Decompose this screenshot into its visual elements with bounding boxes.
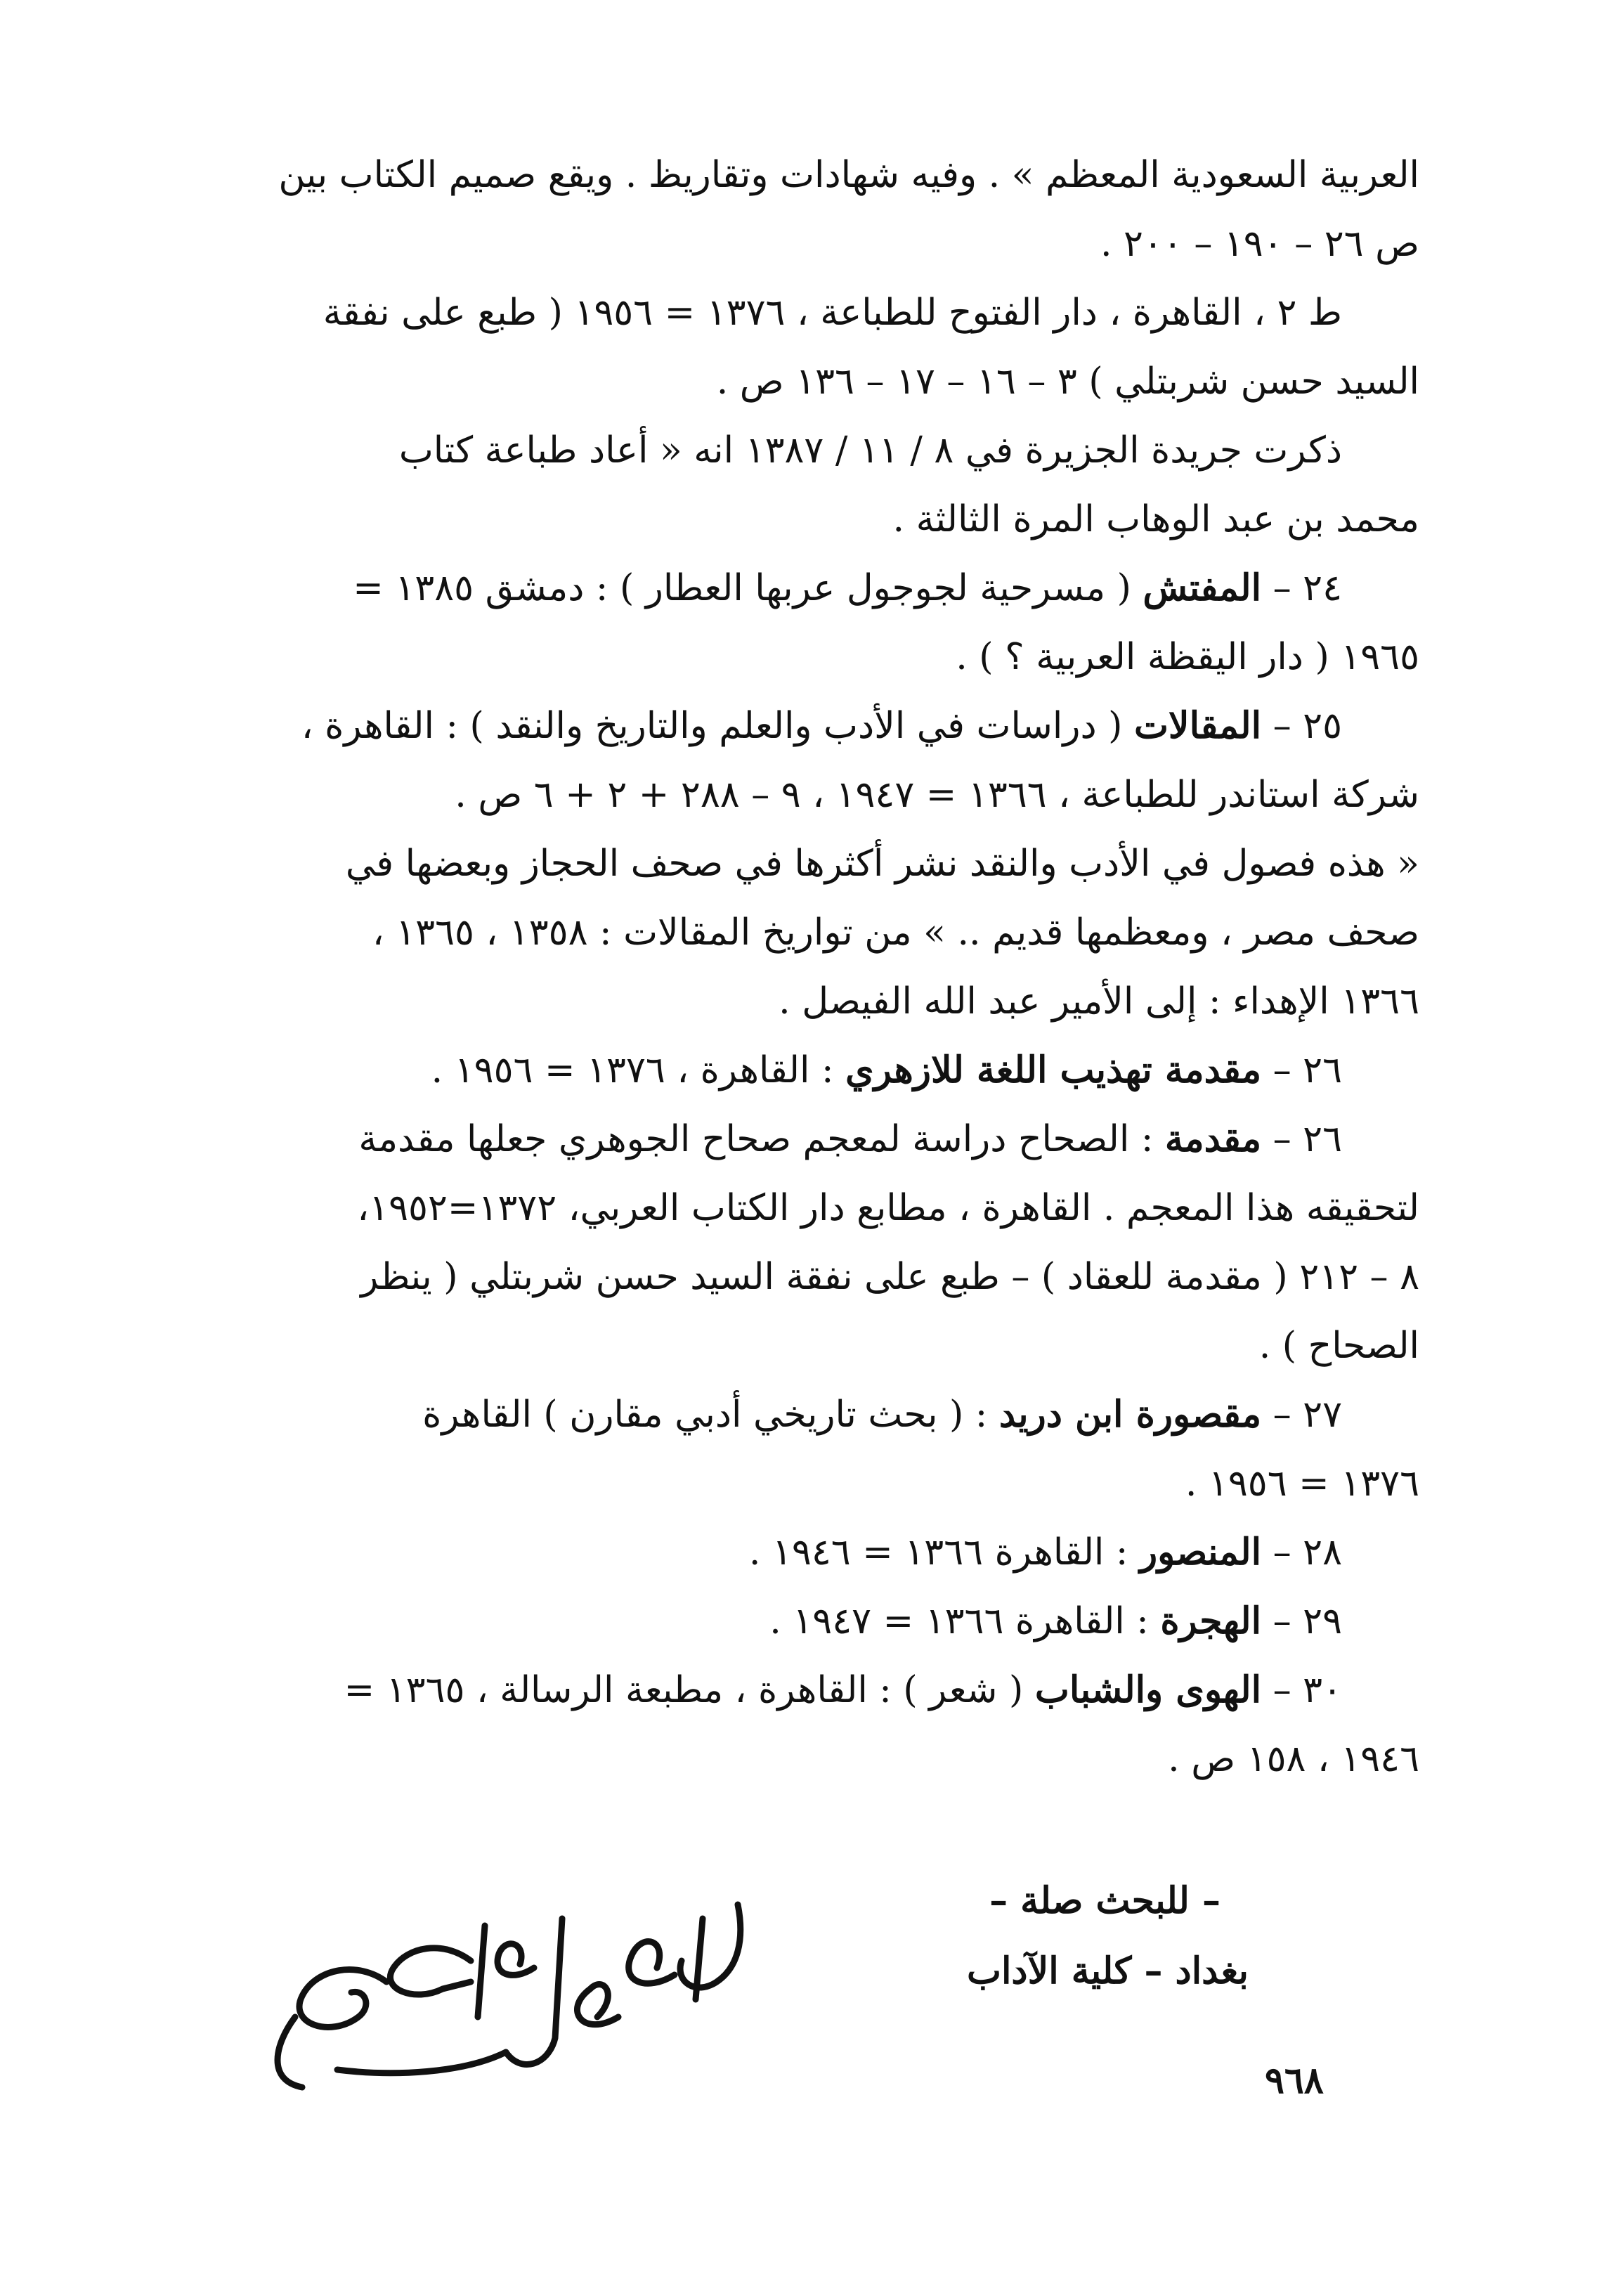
entry-number: ٣٠ – [1273,1669,1342,1711]
entry-title: الهجرة [1160,1600,1262,1642]
line: لتحقيقه هذا المعجم . القاهرة ، مطابع دار الكتاب العربي، ١٣٧٢=١٩٥٢، [357,1187,1419,1229]
entry-title: المقالات [1133,704,1262,747]
line: صحف مصر ، ومعظمها قديم .. » من تواريخ المقالات : ١٣٥٨ ، ١٣٦٥ ، [372,912,1419,954]
entry-number: ٢٥ – [1273,705,1342,747]
line: ص ٢٦ – ١٩٠ – ٢٠٠ . [1100,223,1419,265]
entry-28 [211,1518,1419,1587]
author-place: بغداد – كلية الآداب [967,1950,1249,1992]
page-number: ٩٦٨ [1265,2059,1324,2102]
line: : القاهرة ، ١٣٧٦ = ١٩٥٦ . [431,1049,834,1091]
entry-24 [211,554,1419,692]
entry-title: الهوى والشباب [1034,1668,1262,1711]
entry-26b [211,1105,1419,1380]
author-affiliation [967,1866,1249,2006]
line: السيد حسن شربتلي ) ٣ – ١٦ – ١٧ – ١٣٦ ص . [716,361,1419,403]
line: ٨ – ٢١٢ ( مقدمة للعقاد ) – طبع على نفقة السيد حسن شربتلي ( ينظر [360,1256,1419,1298]
entry-title: مقصورة ابن دريد [998,1393,1262,1436]
line: ذكرت جريدة الجزيرة في ٨ / ١١ / ١٣٨٧ انه « أعاد طباعة كتاب [398,429,1342,472]
entry-number: ٢٦ – [1273,1118,1342,1160]
entry-number: ٢٦ – [1273,1049,1342,1091]
line: : القاهرة ١٣٦٦ = ١٩٤٦ . [748,1531,1128,1574]
line: ( مسرحية لجوجول عربها العطار ) : دمشق ١٣٨٥ = [353,567,1131,609]
line: « هذه فصول في الأدب والنقد نشر أكثرها في صحف الحجاز وبعضها في [345,843,1419,885]
paragraph-2 [211,278,1419,416]
quote-paragraph [211,829,1419,1036]
entry-title: المنصور [1139,1531,1262,1574]
entry-25 [211,692,1419,829]
line: ( شعر ) : القاهرة ، مطبعة الرسالة ، ١٣٦٥ = [344,1669,1024,1711]
line: محمد بن عبد الوهاب المرة الثالثة . [892,498,1419,540]
line: ١٣٦٦ الإهداء : إلى الأمير عبد الله الفيصل . [779,980,1419,1023]
line: : القاهرة ١٣٦٦ = ١٩٤٧ . [769,1600,1149,1642]
line: ط ٢ ، القاهرة ، دار الفتوح للطباعة ، ١٣٧٦ = ١٩٥٦ ( طبع على نفقة [323,292,1342,334]
entry-29 [211,1587,1419,1656]
entry-26a [211,1036,1419,1105]
entry-title: المفتش [1143,566,1262,609]
line: الصحاح ) . [1258,1325,1419,1367]
line: ١٩٤٦ ، ١٥٨ ص . [1168,1738,1419,1780]
paragraph-1 [211,141,1419,278]
line: العربية السعودية المعظم » . وفيه شهادات وتقاريظ . ويقع صميم الكتاب بين [278,154,1419,196]
entry-number: ٢٧ – [1273,1394,1342,1436]
handwritten-signature [253,1876,759,2101]
entry-30 [211,1656,1419,1794]
entry-title: مقدمة [1164,1117,1262,1160]
line: : الصحاح دراسة لمعجم صحاح الجوهري جعلها مقدمة [358,1118,1154,1160]
paragraph-3 [211,416,1419,554]
entry-number: ٢٤ – [1273,567,1342,609]
line: ١٩٦٥ ( دار اليقظة العربية ؟ ) . [956,636,1419,678]
line: : ( بحث تاريخي أدبي مقارن ) القاهرة [422,1394,988,1436]
line: ١٣٧٦ = ١٩٥٦ . [1185,1462,1419,1505]
article-body [211,141,1419,1794]
entry-27 [211,1380,1419,1518]
entry-number: ٢٨ – [1273,1531,1342,1574]
entry-title: مقدمة تهذيب اللغة للازهري [845,1049,1262,1091]
line: شركة استاندر للطباعة ، ١٣٦٦ = ١٩٤٧ ، ٩ – ٢٨٨ + ٢ + ٦ ص . [455,774,1419,816]
line: ( دراسات في الأدب والعلم والتاريخ والنقد ) : القاهرة ، [301,705,1123,747]
entry-number: ٢٩ – [1273,1600,1342,1642]
continuation-note: – للبحث صلة – [989,1879,1221,1922]
